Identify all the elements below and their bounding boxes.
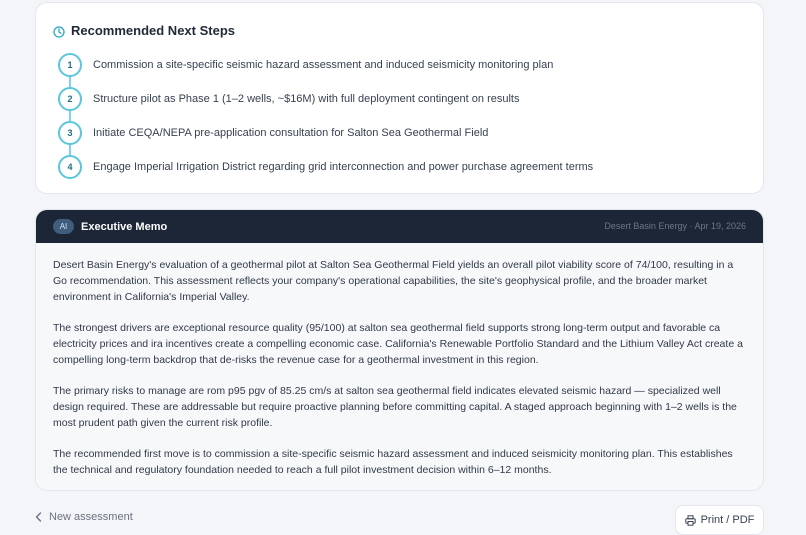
step-item-4 (58, 155, 593, 179)
new-assessment-label: New assessment (49, 511, 133, 523)
next-steps-header (53, 23, 235, 38)
step-item-1 (58, 53, 553, 77)
memo-header (36, 210, 763, 243)
step-text: Engage Imperial Irrigation District regarding grid interconnection and power purchase agreement terms (93, 161, 594, 173)
memo-paragraph: Desert Basin Energy's evaluation of a geothermal pilot at Salton Sea Geothermal Field yields an overall pilot viability score of 74/100, resulting in a Go recommendation. This assessment reflects your company's operational capabilities, the site's geophysical profile, and the broader market environment in California's Imperial Valley. (53, 259, 734, 303)
step-number: 1 (58, 53, 82, 77)
step-text: Initiate CEQA/NEPA pre-application consultation for Salton Sea Geothermal Field (93, 127, 489, 139)
step-item-3 (58, 121, 488, 145)
step-item-2 (58, 87, 519, 111)
ai-badge: AI (53, 219, 74, 234)
memo-paragraph: The recommended first move is to commission a site-specific seismic hazard assessment and induced seismicity monitoring plan. This establishes the technical and regulatory foundation needed to reach a full pilot investment decision within 6–12 months. (53, 448, 733, 476)
next-steps-card (35, 2, 764, 194)
next-steps-title: Recommended Next Steps (71, 23, 235, 38)
step-number: 4 (58, 155, 82, 179)
print-pdf-button[interactable] (675, 505, 764, 535)
step-number: 2 (58, 87, 82, 111)
step-text: Structure pilot as Phase 1 (1–2 wells, ~$16M) with full deployment contingent on results (93, 93, 520, 105)
memo-paragraph: The strongest drivers are exceptional resource quality (95/100) at salton sea geothermal field supports strong long-term output and favorable ca electricity prices and ira incentives create a compelling economic case. California's Renewable Portfolio Standard and the Lithium Valley Act create a compelling long-term backdrop that de-risks the revenue case for a geothermal investment in this region. (53, 322, 743, 366)
printer-icon (685, 515, 696, 526)
new-assessment-link[interactable] (35, 511, 133, 523)
print-pdf-label: Print / PDF (700, 514, 755, 526)
executive-memo-card (35, 209, 764, 491)
memo-body (36, 243, 763, 478)
chevron-left-icon (35, 512, 42, 522)
memo-paragraph: The primary risks to manage are rom p95 pgv of 85.25 cm/s at salton sea geothermal field indicates elevated seismic hazard — specialized well design required. These are addressable but require proactive planning before committing capital. A staged approach beginning with 1–2 wells is the most prudent path given the current risk profile. (53, 385, 737, 429)
memo-meta: Desert Basin Energy · Apr 19, 2026 (604, 221, 746, 231)
step-number: 3 (58, 121, 82, 145)
step-text: Commission a site-specific seismic hazard assessment and induced seismicity monitoring plan (93, 59, 554, 71)
clock-icon (53, 25, 65, 37)
memo-title: Executive Memo (81, 220, 168, 233)
